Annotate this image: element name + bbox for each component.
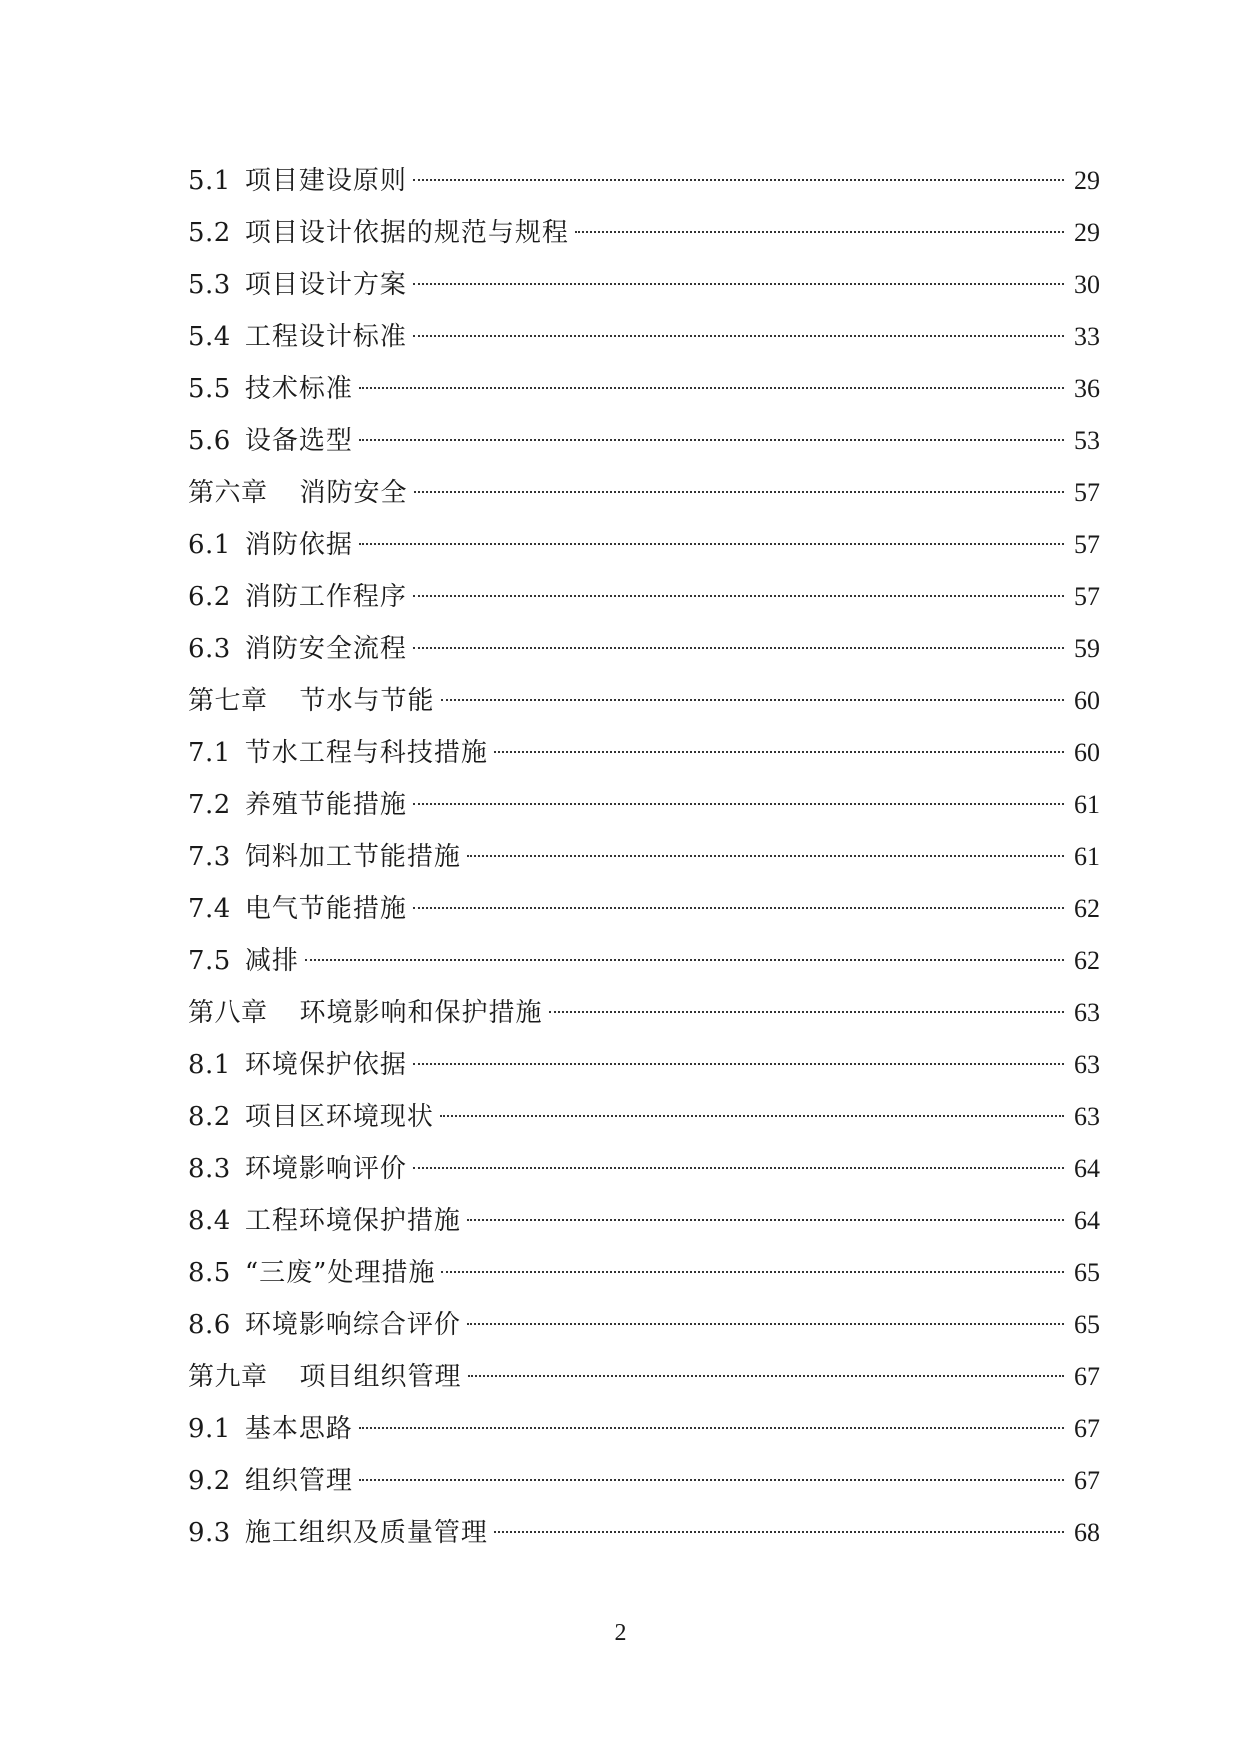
dot-leader xyxy=(359,1427,1064,1429)
toc-entry-title: 设备选型 xyxy=(244,426,353,456)
toc-entry-page: 63 xyxy=(1074,1102,1100,1131)
toc-entry-title: 环境保护依据 xyxy=(244,1050,407,1080)
dot-leader xyxy=(359,543,1064,545)
toc-entry-number: 9.1 xyxy=(188,1414,231,1444)
toc-section-entry[interactable] xyxy=(188,311,1100,363)
toc-section-entry[interactable] xyxy=(188,727,1100,779)
toc-entry-title: 项目设计方案 xyxy=(244,270,407,300)
toc-entry-number: 7.4 xyxy=(188,894,231,924)
toc-entry-page: 57 xyxy=(1074,582,1100,611)
dot-leader xyxy=(305,959,1064,961)
toc-entry-page: 61 xyxy=(1074,842,1100,871)
toc-entry-number: 第六章 xyxy=(188,478,268,508)
dot-leader xyxy=(359,387,1064,389)
toc-entry-page: 67 xyxy=(1074,1414,1100,1443)
toc-entry-page: 63 xyxy=(1074,998,1100,1027)
toc-entry-title: 消防安全 xyxy=(299,478,408,508)
dot-leader xyxy=(413,803,1064,805)
toc-section-entry[interactable] xyxy=(188,1039,1100,1091)
toc-section-entry[interactable] xyxy=(188,935,1100,987)
toc-entry-page: 65 xyxy=(1074,1310,1100,1339)
toc-entry-title: 组织管理 xyxy=(244,1466,353,1496)
toc-entry-title: 工程环境保护措施 xyxy=(244,1206,461,1236)
toc-section-entry[interactable] xyxy=(188,831,1100,883)
dot-leader xyxy=(440,1115,1064,1117)
dot-leader xyxy=(467,855,1064,857)
toc-entry-page: 57 xyxy=(1074,530,1100,559)
toc-entry-title: 消防安全流程 xyxy=(244,634,407,664)
dot-leader xyxy=(467,1323,1064,1325)
toc-entry-title: 节水工程与科技措施 xyxy=(244,738,488,768)
toc-section-entry[interactable] xyxy=(188,155,1100,207)
dot-leader xyxy=(413,1063,1064,1065)
table-of-contents xyxy=(188,155,1100,1559)
page-number: 2 xyxy=(614,1620,627,1646)
toc-entry-title: 施工组织及质量管理 xyxy=(244,1518,488,1548)
toc-entry-number: 7.2 xyxy=(188,790,231,820)
toc-entry-page: 33 xyxy=(1074,322,1100,351)
toc-entry-page: 53 xyxy=(1074,426,1100,455)
toc-entry-page: 63 xyxy=(1074,1050,1100,1079)
toc-entry-number: 8.4 xyxy=(188,1206,231,1236)
toc-entry-page: 29 xyxy=(1074,166,1100,195)
toc-entry-number: 5.4 xyxy=(188,322,231,352)
toc-section-entry[interactable] xyxy=(188,623,1100,675)
dot-leader xyxy=(413,647,1064,649)
toc-entry-number: 9.3 xyxy=(188,1518,231,1548)
toc-entry-page: 62 xyxy=(1074,894,1100,923)
toc-entry-number: 7.3 xyxy=(188,842,231,872)
toc-entry-number: 6.2 xyxy=(188,582,231,612)
dot-leader xyxy=(413,335,1064,337)
toc-entry-page: 67 xyxy=(1074,1466,1100,1495)
toc-entry-page: 65 xyxy=(1074,1258,1100,1287)
toc-section-entry[interactable] xyxy=(188,779,1100,831)
toc-entry-page: 60 xyxy=(1074,738,1100,767)
toc-entry-page: 30 xyxy=(1074,270,1100,299)
toc-section-entry[interactable] xyxy=(188,1247,1100,1299)
toc-section-entry[interactable] xyxy=(188,1299,1100,1351)
toc-section-entry[interactable] xyxy=(188,883,1100,935)
toc-entry-number: 8.5 xyxy=(188,1258,231,1288)
toc-entry-page: 61 xyxy=(1074,790,1100,819)
toc-chapter-entry[interactable] xyxy=(188,675,1100,727)
toc-entry-title: 减排 xyxy=(244,946,299,976)
toc-entry-number: 8.1 xyxy=(188,1050,231,1080)
toc-section-entry[interactable] xyxy=(188,1403,1100,1455)
toc-entry-number: 7.5 xyxy=(188,946,231,976)
dot-leader xyxy=(413,595,1064,597)
toc-entry-title: 项目建设原则 xyxy=(244,166,407,196)
dot-leader xyxy=(441,699,1064,701)
toc-section-entry[interactable] xyxy=(188,415,1100,467)
toc-entry-number: 5.3 xyxy=(188,270,231,300)
dot-leader xyxy=(467,1219,1064,1221)
toc-entry-title: “三废”处理措施 xyxy=(244,1258,436,1288)
toc-entry-page: 68 xyxy=(1074,1518,1100,1547)
dot-leader xyxy=(413,283,1064,285)
toc-entry-title: 电气节能措施 xyxy=(244,894,407,924)
toc-section-entry[interactable] xyxy=(188,363,1100,415)
toc-entry-number: 8.2 xyxy=(188,1102,231,1132)
toc-entry-page: 60 xyxy=(1074,686,1100,715)
toc-chapter-entry[interactable] xyxy=(188,1351,1100,1403)
dot-leader xyxy=(359,439,1064,441)
toc-entry-number: 7.1 xyxy=(188,738,231,768)
toc-entry-number: 9.2 xyxy=(188,1466,231,1496)
toc-entry-page: 62 xyxy=(1074,946,1100,975)
toc-entry-number: 5.6 xyxy=(188,426,231,456)
toc-entry-number: 第九章 xyxy=(188,1362,268,1392)
toc-entry-title: 项目组织管理 xyxy=(299,1362,462,1392)
toc-section-entry[interactable] xyxy=(188,1195,1100,1247)
toc-section-entry[interactable] xyxy=(188,1091,1100,1143)
toc-section-entry[interactable] xyxy=(188,259,1100,311)
dot-leader xyxy=(494,751,1064,753)
toc-entry-title: 消防依据 xyxy=(244,530,353,560)
toc-entry-page: 64 xyxy=(1074,1154,1100,1183)
toc-entry-number: 8.6 xyxy=(188,1310,231,1340)
toc-section-entry[interactable] xyxy=(188,1455,1100,1507)
toc-entry-title: 环境影响综合评价 xyxy=(244,1310,461,1340)
dot-leader xyxy=(549,1011,1064,1013)
toc-entry-title: 节水与节能 xyxy=(299,686,435,716)
toc-entry-number: 第八章 xyxy=(188,998,268,1028)
toc-entry-number: 第七章 xyxy=(188,686,268,716)
dot-leader xyxy=(413,179,1064,181)
toc-entry-page: 36 xyxy=(1074,374,1100,403)
toc-entry-number: 8.3 xyxy=(188,1154,231,1184)
toc-entry-title: 基本思路 xyxy=(244,1414,353,1444)
toc-section-entry[interactable] xyxy=(188,1507,1100,1559)
dot-leader xyxy=(441,1271,1064,1273)
toc-entry-title: 工程设计标准 xyxy=(244,322,407,352)
toc-section-entry[interactable] xyxy=(188,1143,1100,1195)
toc-entry-number: 5.2 xyxy=(188,218,231,248)
toc-entry-title: 项目区环境现状 xyxy=(244,1102,434,1132)
toc-entry-title: 技术标准 xyxy=(244,374,353,404)
toc-entry-page: 67 xyxy=(1074,1362,1100,1391)
toc-entry-page: 64 xyxy=(1074,1206,1100,1235)
toc-entry-number: 6.3 xyxy=(188,634,231,664)
toc-entry-number: 5.1 xyxy=(188,166,231,196)
toc-entry-title: 养殖节能措施 xyxy=(244,790,407,820)
dot-leader xyxy=(494,1531,1064,1533)
toc-entry-title: 项目设计依据的规范与规程 xyxy=(244,218,569,248)
toc-entry-page: 59 xyxy=(1074,634,1100,663)
toc-entry-title: 环境影响和保护措施 xyxy=(299,998,543,1028)
dot-leader xyxy=(414,491,1064,493)
toc-entry-title: 消防工作程序 xyxy=(244,582,407,612)
dot-leader xyxy=(575,231,1064,233)
toc-chapter-entry[interactable] xyxy=(188,987,1100,1039)
dot-leader xyxy=(468,1375,1064,1377)
toc-section-entry[interactable] xyxy=(188,207,1100,259)
toc-entry-page: 29 xyxy=(1074,218,1100,247)
toc-entry-number: 5.5 xyxy=(188,374,231,404)
toc-entry-number: 6.1 xyxy=(188,530,231,560)
dot-leader xyxy=(359,1479,1064,1481)
toc-section-entry[interactable] xyxy=(188,519,1100,571)
dot-leader xyxy=(413,1167,1064,1169)
toc-entry-title: 环境影响评价 xyxy=(244,1154,407,1184)
toc-entry-title: 饲料加工节能措施 xyxy=(244,842,461,872)
dot-leader xyxy=(413,907,1064,909)
toc-section-entry[interactable] xyxy=(188,571,1100,623)
toc-entry-page: 57 xyxy=(1074,478,1100,507)
toc-chapter-entry[interactable] xyxy=(188,467,1100,519)
